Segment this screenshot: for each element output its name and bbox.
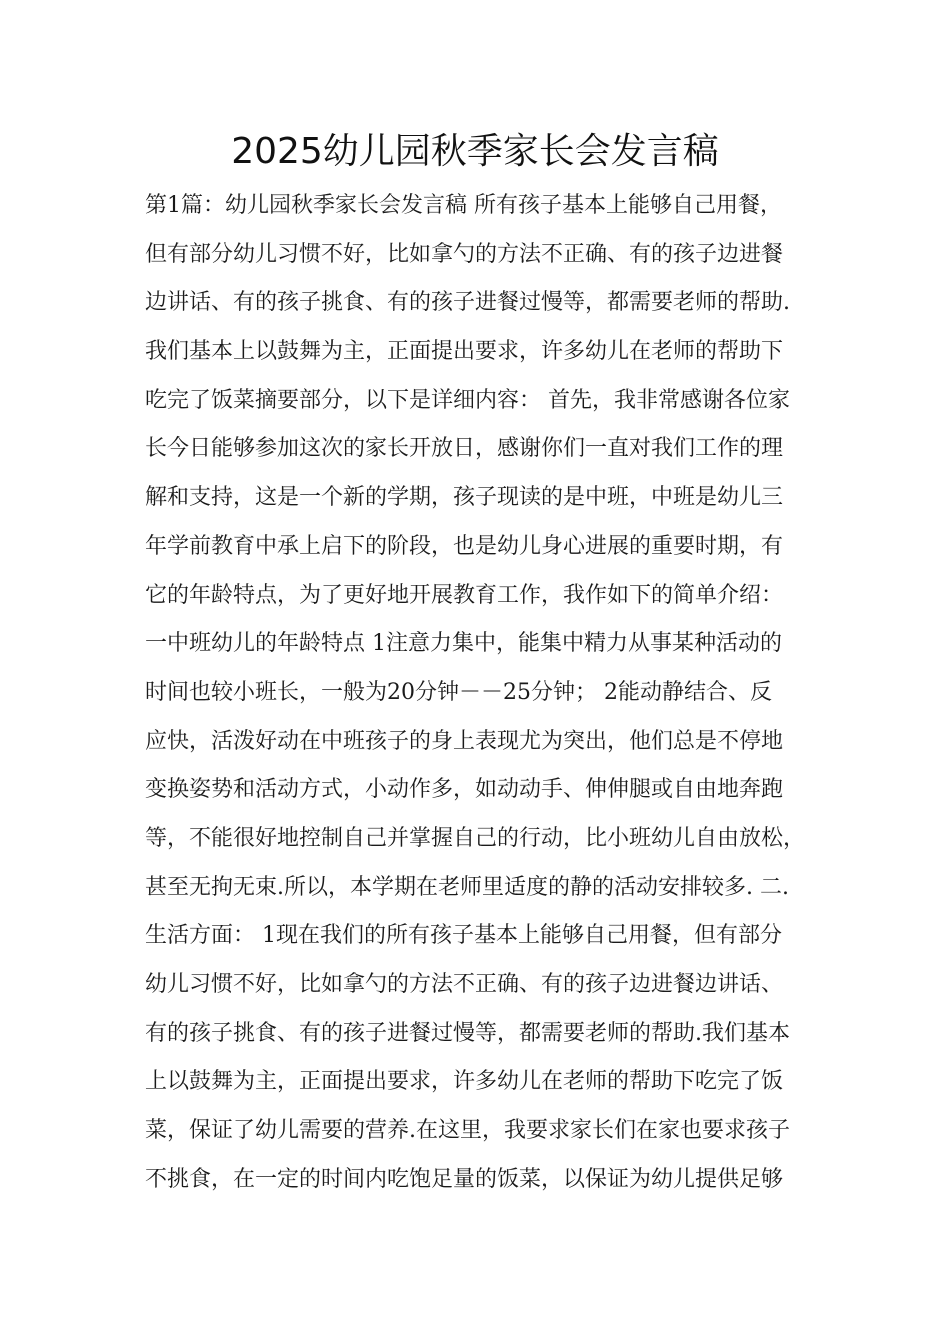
body-line: 有的孩子挑食、有的孩子进餐过慢等，都需要老师的帮助.我们基本	[145, 1020, 790, 1046]
body-line: 一中班幼儿的年龄特点 1注意力集中，能集中精力从事某种活动的	[145, 631, 782, 657]
body-line: 解和支持，这是一个新的学期，孩子现读的是中班，中班是幼儿三	[145, 485, 784, 511]
body-line: 吃完了饭菜摘要部分，以下是详细内容： 首先，我非常感谢各位家	[145, 387, 790, 413]
body-line: 边讲话、有的孩子挑食、有的孩子进餐过慢等，都需要老师的帮助.	[145, 290, 790, 316]
body-line: 但有部分幼儿习惯不好，比如拿勺的方法不正确、有的孩子边进餐	[145, 241, 784, 267]
body-line: 时间也较小班长，一般为20分钟－－25分钟； 2能动静结合、反	[145, 679, 772, 705]
body-line: 它的年龄特点，为了更好地开展教育工作，我作如下的简单介绍：	[145, 582, 784, 608]
body-line: 我们基本上以鼓舞为主，正面提出要求，许多幼儿在老师的帮助下	[145, 339, 784, 365]
body-line: 年学前教育中承上启下的阶段，也是幼儿身心进展的重要时期，有	[145, 533, 784, 559]
document-title: 2025幼儿园秋季家长会发言稿	[231, 131, 719, 172]
body-line: 生活方面： 1现在我们的所有孩子基本上能够自己用餐，但有部分	[145, 923, 782, 949]
body-line: 变换姿势和活动方式，小动作多，如动动手、伸伸腿或自由地奔跑	[145, 777, 784, 803]
body-line: 甚至无拘无束.所以，本学期在老师里适度的静的活动安排较多. 二.	[145, 874, 789, 900]
body-line: 等，不能很好地控制自己并掌握自己的行动，比小班幼儿自由放松，	[145, 825, 806, 851]
body-line: 幼儿习惯不好，比如拿勺的方法不正确、有的孩子边进餐边讲话、	[145, 972, 784, 997]
body-line: 应快，活泼好动在中班孩子的身上表现尤为突出，他们总是不停地	[145, 728, 784, 754]
body-line: 菜，保证了幼儿需要的营养.在这里，我要求家长们在家也要求孩子	[145, 1118, 790, 1144]
document-body	[145, 182, 825, 1204]
body-line: 长今日能够参加这次的家长开放日，感谢你们一直对我们工作的理	[145, 436, 784, 462]
body-line: 不挑食，在一定的时间内吃饱足量的饭菜，以保证为幼儿提供足够	[145, 1166, 784, 1192]
body-line: 第1篇：幼儿园秋季家长会发言稿 所有孩子基本上能够自己用餐，	[145, 193, 782, 218]
body-line: 上以鼓舞为主，正面提出要求，许多幼儿在老师的帮助下吃完了饭	[145, 1069, 784, 1095]
